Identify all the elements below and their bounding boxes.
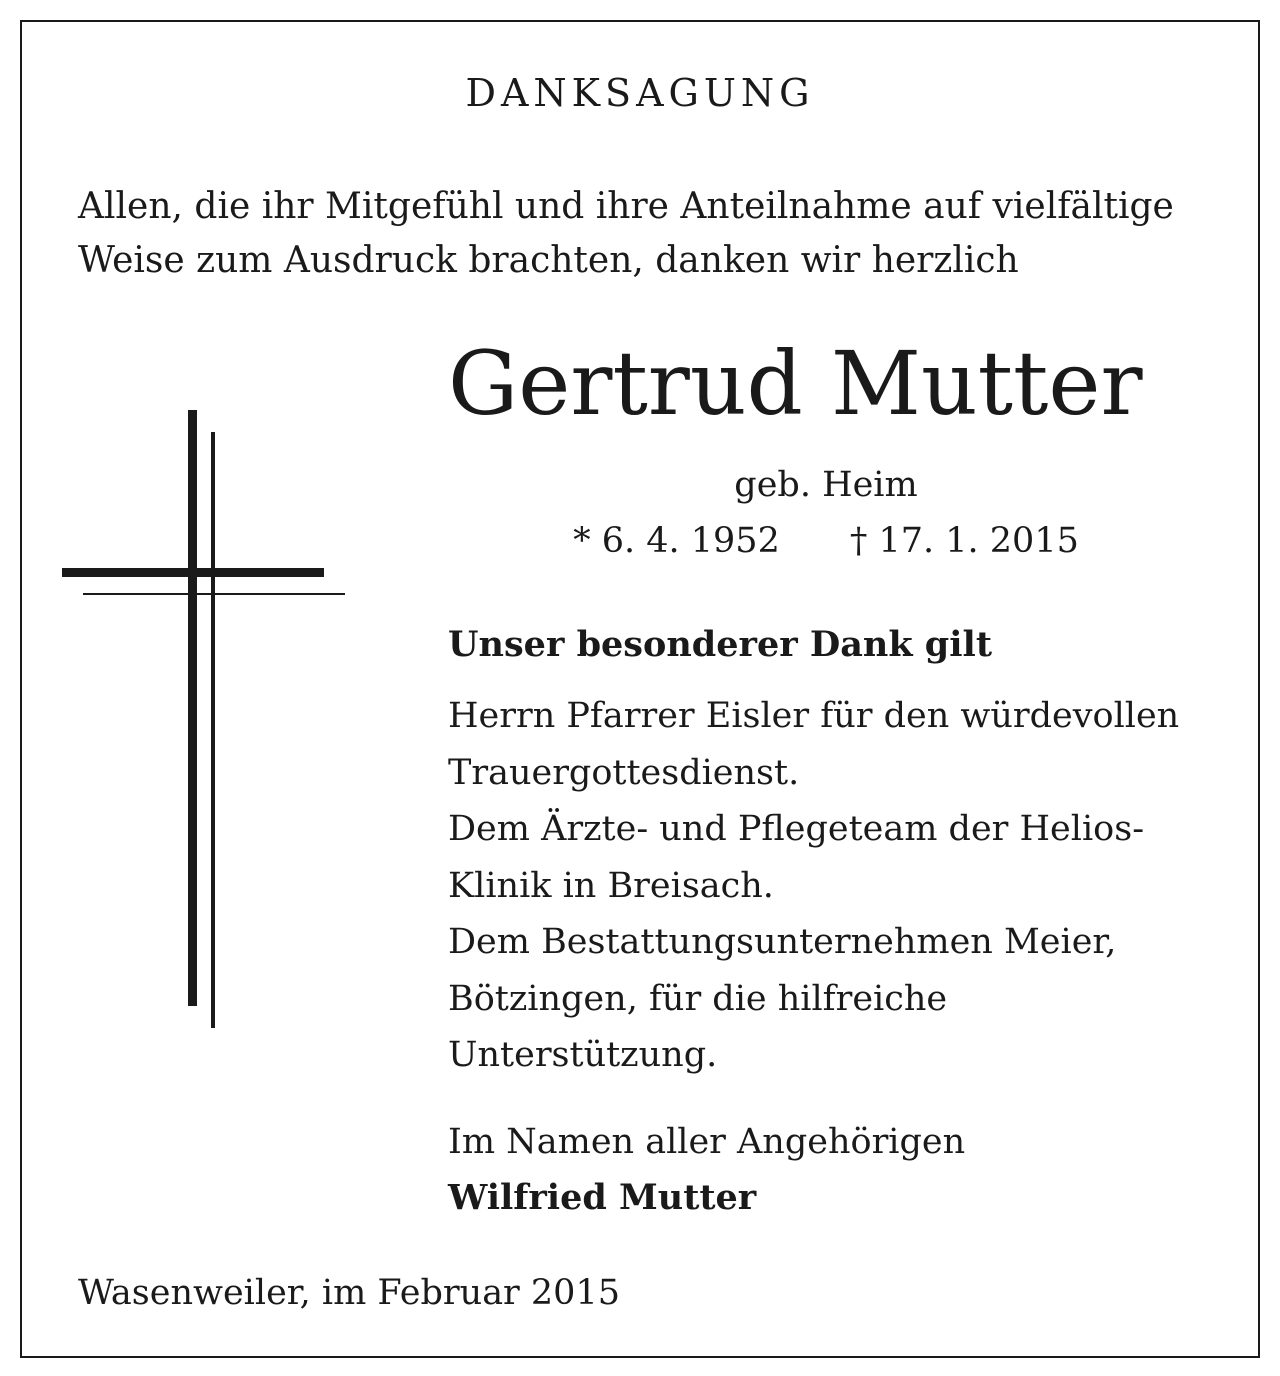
death-date: † 17. 1. 2015 [849,521,1079,561]
thanks-heading: Unser besonderer Dank gilt [448,624,993,665]
intro-line-2: Weise zum Ausdruck brachten, danken wir herzlich [78,240,1019,281]
thanks-line: Trauergottesdienst. [448,752,800,793]
place-and-date: Wasenweiler, im Februar 2015 [78,1273,620,1313]
life-dates [448,522,1204,561]
birth-date: * 6. 4. 1952 [573,521,780,561]
thanks-line: Dem Bestattungsunternehmen Meier, [448,922,1117,962]
thanks-line: Dem Ärzte- und Pflegeteam der Helios- [448,809,1145,849]
cross-thick-vertical [188,410,197,1006]
closing-line: Im Namen aller Angehörigen [448,1122,966,1162]
closing-block [448,1114,965,1226]
cross-thick-horizontal [62,568,324,577]
deceased-name: Gertrud Mutter [448,332,1143,435]
cross-thin-horizontal [83,593,345,595]
thanks-line: Klinik in Breisach. [448,865,774,906]
thanks-line: Bötzingen, für die hilfreiche [448,978,948,1019]
cross-thin-vertical [211,432,215,1028]
maiden-name: geb. Heim [734,465,918,505]
notice-heading: DANKSAGUNG [465,71,815,115]
thanks-body [448,688,1228,1084]
thanks-line: Unterstützung. [448,1035,718,1075]
thanks-line: Herrn Pfarrer Eisler für den würdevollen [448,696,1180,736]
intro-line-1: Allen, die ihr Mitgefühl und ihre Anteilnahme auf vielfältige [78,186,1174,227]
signer-name: Wilfried Mutter [448,1177,757,1218]
cross-icon [60,408,350,1032]
intro-text [78,180,1238,288]
